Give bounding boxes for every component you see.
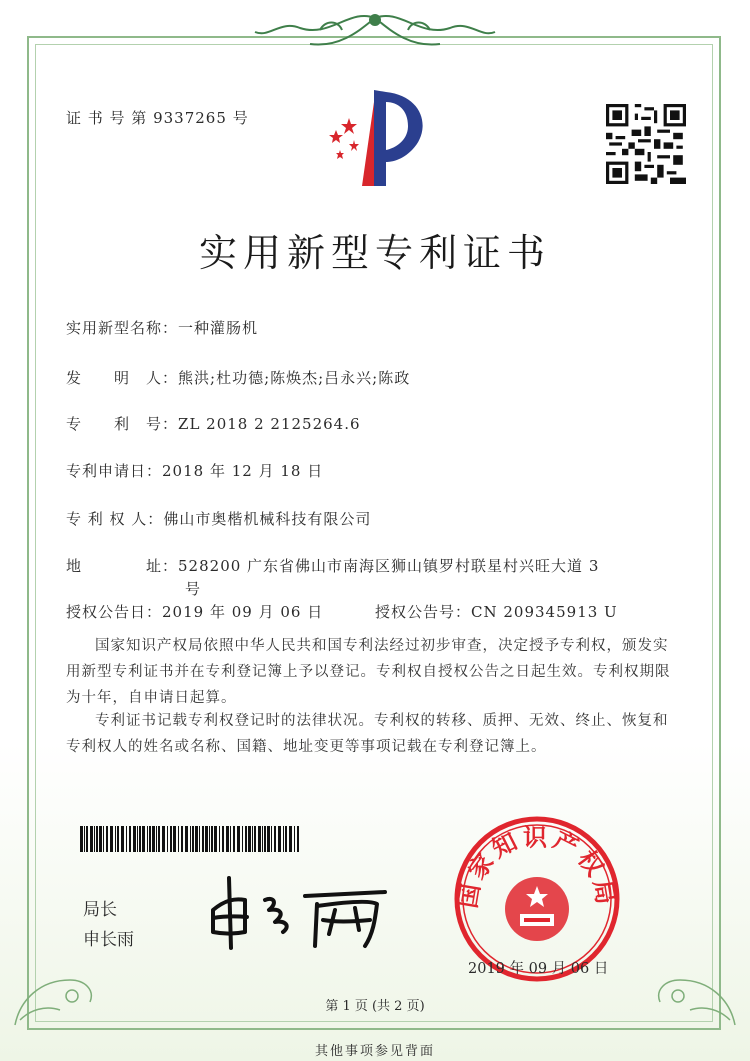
field-label: 专 利 号： xyxy=(66,415,179,433)
signatory-title: 局长 xyxy=(83,900,117,920)
field-value: 2018 年 12 月 18 日 xyxy=(162,462,324,480)
legal-paragraph: 国家知识产权局依照中华人民共和国专利法经过初步审查，决定授予专利权，颁发实用新型专利证书并在专利登记簿上予以登记。专利权自授权公告之日起生效。专利权期限为十年，自申请日起算。 xyxy=(66,638,671,706)
field-value: 一种灌肠机 xyxy=(178,319,259,337)
field-label: 地 址： xyxy=(66,557,179,575)
field-value: ZL 2018 2 2125264.6 xyxy=(178,415,361,433)
field-value: 528200 广东省佛山市南海区狮山镇罗村联星村兴旺大道 3 xyxy=(178,557,600,575)
field-address-line2: 号 xyxy=(185,580,202,598)
certificate-number-label: 证 书 号 第 xyxy=(66,109,148,127)
field-filing-date xyxy=(66,460,323,481)
certificate-title: 实用新型专利证书 xyxy=(198,231,551,275)
field-value: 佛山市奥楷机械科技有限公司 xyxy=(163,510,372,528)
field-value: CN 209345913 U xyxy=(471,603,618,621)
barcode-icon xyxy=(80,826,300,852)
field-label: 实用新型名称： xyxy=(66,319,179,337)
footer-note: 其他事项参见背面 xyxy=(314,1044,435,1059)
certificate-number-value: 9337265 xyxy=(153,109,227,127)
field-announcement-date xyxy=(66,601,323,622)
signatory-name: 申长雨 xyxy=(83,930,134,950)
svg-text:国家知识产权局: 国家知识产权局 xyxy=(453,823,621,911)
legal-paragraph: 专利证书记载专利权登记时的法律状况。专利权的转移、质押、无效、终止、恢复和专利权人的姓名或名称、国籍、地址变更等事项记载在专利登记簿上。 xyxy=(66,713,669,755)
handwritten-signature xyxy=(205,870,390,950)
field-label: 专利申请日： xyxy=(66,462,163,480)
field-label: 发 明 人： xyxy=(66,369,179,387)
page-indicator: 第 1 页 (共 2 页) xyxy=(325,999,425,1014)
field-utility-model-name xyxy=(66,317,258,338)
field-inventors xyxy=(66,367,410,388)
certificate-number-suffix: 号 xyxy=(232,109,249,127)
top-ornament xyxy=(250,8,500,54)
field-patent-number xyxy=(66,413,361,434)
certificate-number xyxy=(66,107,249,128)
field-address xyxy=(66,555,599,576)
seal-date: 2019 年 09 月 06 日 xyxy=(468,961,609,977)
field-label: 专 利 权 人： xyxy=(66,510,164,528)
field-label: 授权公告号： xyxy=(375,603,472,621)
field-value: 2019 年 09 月 06 日 xyxy=(162,603,324,621)
field-value: 熊洪;杜功德;陈焕杰;吕永兴;陈政 xyxy=(178,369,411,387)
field-label: 授权公告日： xyxy=(66,603,163,621)
cnipa-logo-icon xyxy=(316,90,434,186)
qr-code-icon xyxy=(606,104,686,184)
field-patentee xyxy=(66,508,371,529)
field-announcement-number xyxy=(375,601,618,622)
